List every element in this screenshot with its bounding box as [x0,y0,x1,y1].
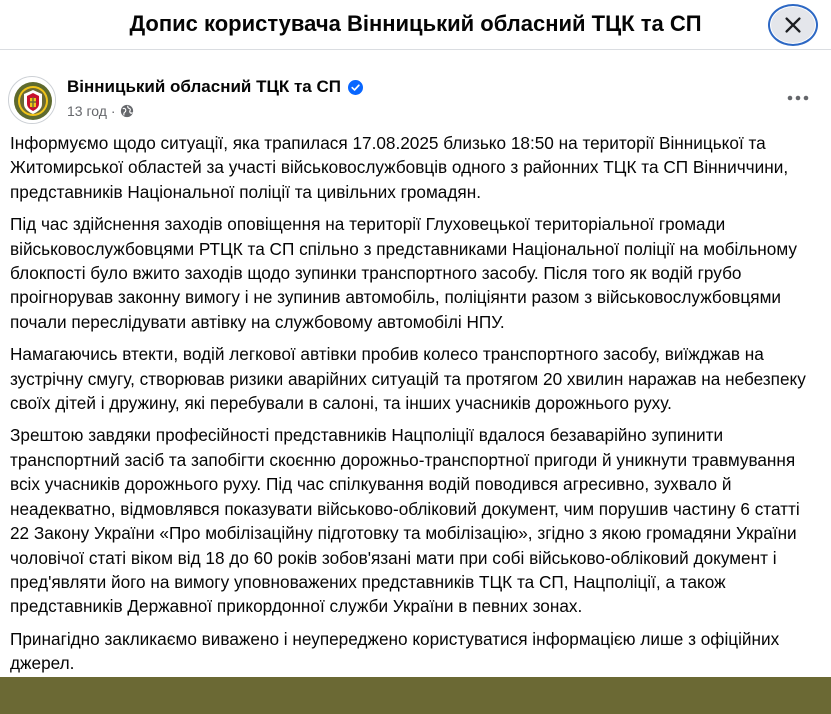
post-meta [67,102,134,120]
close-icon [782,14,804,36]
post-timestamp[interactable]: 13 год [67,103,107,119]
globe-icon[interactable] [120,104,134,118]
post-media-preview[interactable] [0,677,831,714]
dialog-title: Допис користувача Вінницький обласний ТЦК та СП [129,11,702,36]
meta-separator: · [110,103,116,119]
page-logo-icon [9,77,56,124]
avatar[interactable] [8,76,56,124]
more-options-icon [787,95,809,101]
post-paragraph: Принагідно закликаємо виважено і неупереджено користуватися інформацією лише з офіційних джерел. [10,628,780,674]
post-text [10,131,822,684]
post-paragraph: Інформуємо щодо ситуації, яка трапилася 17.08.2025 близько 18:50 на території Вінницької та Житомирської областей за участі військовослужбовців одного з районних ТЦК та СП Вінниччини, представників Національної поліції та цивільних громадян. [10,133,789,202]
page-name-row [67,77,363,97]
post-header [0,62,831,128]
post-paragraph: Намагаючись втекти, водій легкової автівки пробив колесо транспортного засобу, виїжджав на зустрічну смугу, створював ризики аварійних ситуацій та протягом 20 хвилин наражав на небезпеку своїх дітей і дружину, які перебували в салоні, та інших учасників дорожнього руху. [10,344,806,414]
post-paragraph: Зрештою завдяки професійності представників Нацполіції вдалося безаварійно зупинити транспортний засіб та запобігти скоєнню дорожньо-транспортної пригоди й уникнути травмування всіх учасників дорожнього руху. Під час спілкування водій поводився агресивно, зухвало й неадекватно, відмовлявся показувати військово-обліковий документ, чим порушив частину 6 статті 22 Закону України «Про мобілізаційну підготовку та мобілізацію», згідно з якою громадяни України чоловічої статі віком від 18 до 60 років зобов'язані мати при собі військово-обліковий документ і пред'являти його на вимогу уповноважених представників ТЦК та СП, Нацполіції, а також представників Державної прикордонної служби України в певних зонах. [10,425,800,617]
post-paragraph: Під час здійснення заходів оповіщення на території Глуховецької територіальної громади військовослужбовцями РТЦК та СП спільно з представниками Національної поліції на мобільному блокпості було вжито заходів щодо зупинки транспортного засобу. Після того як водій грубо проігнорував законну вимогу і не зупинив автомобіль, поліціянти разом з військовослужбовцями почали переслідувати автівку на службовому автомобілі НПУ. [10,214,797,332]
more-options-button[interactable] [780,84,816,112]
dialog-header [0,0,831,50]
verified-badge-icon [348,80,363,95]
close-button[interactable] [768,4,818,46]
page-name[interactable]: Вінницький обласний ТЦК та СП [67,77,341,96]
